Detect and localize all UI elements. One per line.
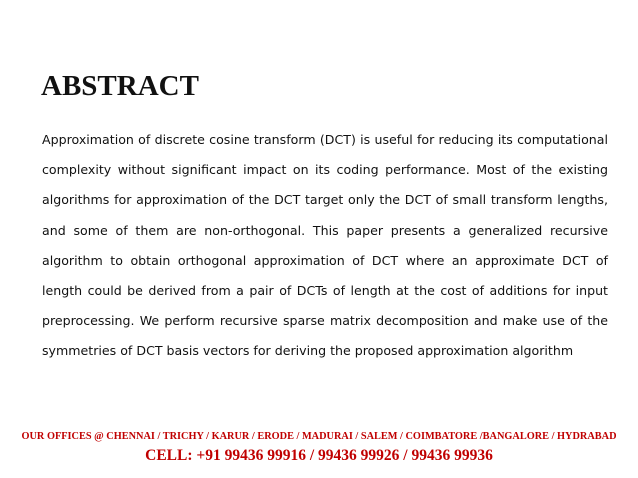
footer-offices: OUR OFFICES @ CHENNAI / TRICHY / KARUR / ERODE / MADURAI / SALEM / COIMBATORE /BANGALORE / HYDRABAD bbox=[21, 431, 617, 442]
footer bbox=[0, 430, 638, 466]
abstract-body: Approximation of discrete cosine transform (DCT) is useful for reducing its computational complexity without significant impact on its coding performance. Most of the existing algorithms for approximation of the DCT target only the DCT of small transform lengths, and some of them are non-orthogonal. This paper presents a generalized recursive algorithm to obtain orthogonal approximation of DCT where an approximate DCT of length could be derived from a pair of DCTs of length at the cost of additions for input preprocessing. We perform recursive sparse matrix decomposition and make use of the symmetries of DCT basis vectors for deriving the proposed approximation algorithm bbox=[42, 132, 608, 359]
footer-cell-numbers: CELL: +91 99436 99916 / 99436 99926 / 99436 99936 bbox=[145, 447, 493, 464]
slide-title: ABSTRACT bbox=[41, 70, 199, 102]
